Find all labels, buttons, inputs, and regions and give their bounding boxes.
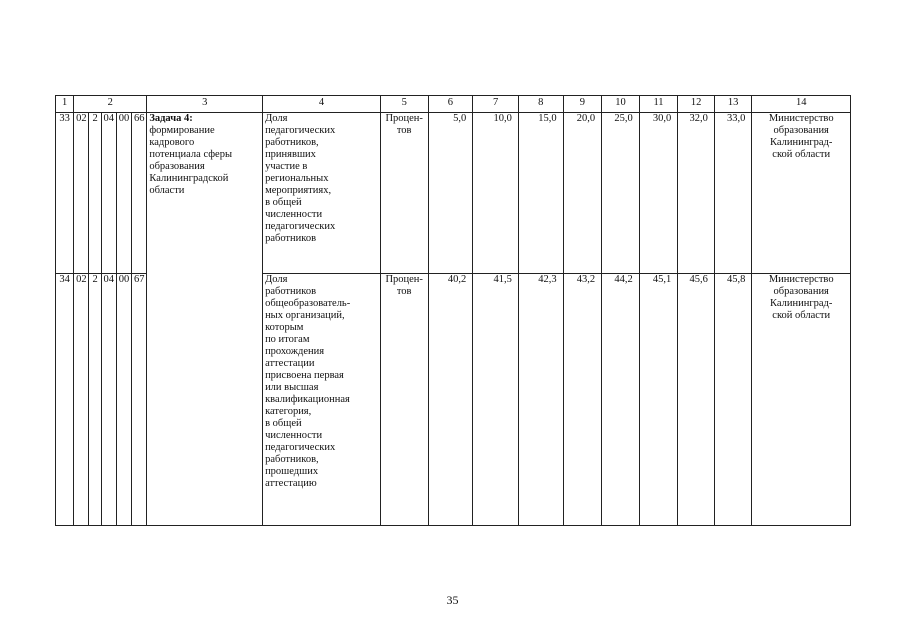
header-cell: 14 [752,96,851,113]
value-cell: 32,0 [678,113,715,274]
header-cell: 9 [563,96,602,113]
value-cell: 44,2 [602,274,640,526]
executor-cell: Министерство образования Калининград- ской области [752,113,851,274]
indicator-cell: Доля работников общеобразователь- ных организаций, которым по итогам прохождения аттестации присвоена первая или высшая квалификационная категория, в общей численности педагогических работников, прошедших аттестацию [263,274,381,526]
header-cell: 7 [473,96,519,113]
indicator-cell: Доля педагогических работников, принявших участие в региональных мероприятиях, в общей численности педагогических работников [263,113,381,274]
header-cell: 4 [263,96,381,113]
value-cell: 30,0 [639,113,678,274]
value-cell: 15,0 [518,113,563,274]
value-cell: 45,6 [678,274,715,526]
header-cell: 2 [74,96,147,113]
header-cell: 6 [428,96,473,113]
row-number: 34 [56,274,74,526]
code-cell: 2 [89,274,101,526]
executor-cell: Министерство образования Калининград- ской области [752,274,851,526]
code-cell: 66 [132,113,147,274]
header-cell: 5 [380,96,428,113]
indicators-table [55,95,851,526]
header-cell: 13 [714,96,752,113]
value-cell: 43,2 [563,274,602,526]
code-cell: 04 [101,274,116,526]
task-cell [147,113,263,526]
unit-cell: Процен- тов [380,274,428,526]
header-cell: 3 [147,96,263,113]
code-cell: 2 [89,113,101,274]
header-cell: 1 [56,96,74,113]
task-text: формирование кадрового потенциала сферы образования Калининградской области [149,125,233,196]
unit-cell: Процен- тов [380,113,428,274]
header-row [56,96,851,113]
code-cell: 02 [74,274,89,526]
table-row [56,113,851,274]
header-cell: 8 [518,96,563,113]
header-cell: 10 [602,96,640,113]
code-cell: 02 [74,113,89,274]
value-cell: 45,1 [639,274,678,526]
value-cell: 25,0 [602,113,640,274]
code-cell: 04 [101,113,116,274]
code-cell: 67 [132,274,147,526]
value-cell: 10,0 [473,113,519,274]
value-cell: 5,0 [428,113,473,274]
header-cell: 12 [678,96,715,113]
code-cell: 00 [116,274,131,526]
page-number: 35 [446,593,459,607]
value-cell: 42,3 [518,274,563,526]
header-cell: 11 [639,96,678,113]
value-cell: 45,8 [714,274,752,526]
code-cell: 00 [116,113,131,274]
row-number: 33 [56,113,74,274]
value-cell: 20,0 [563,113,602,274]
value-cell: 40,2 [428,274,473,526]
value-cell: 33,0 [714,113,752,274]
value-cell: 41,5 [473,274,519,526]
task-title: Задача 4: [149,113,193,124]
